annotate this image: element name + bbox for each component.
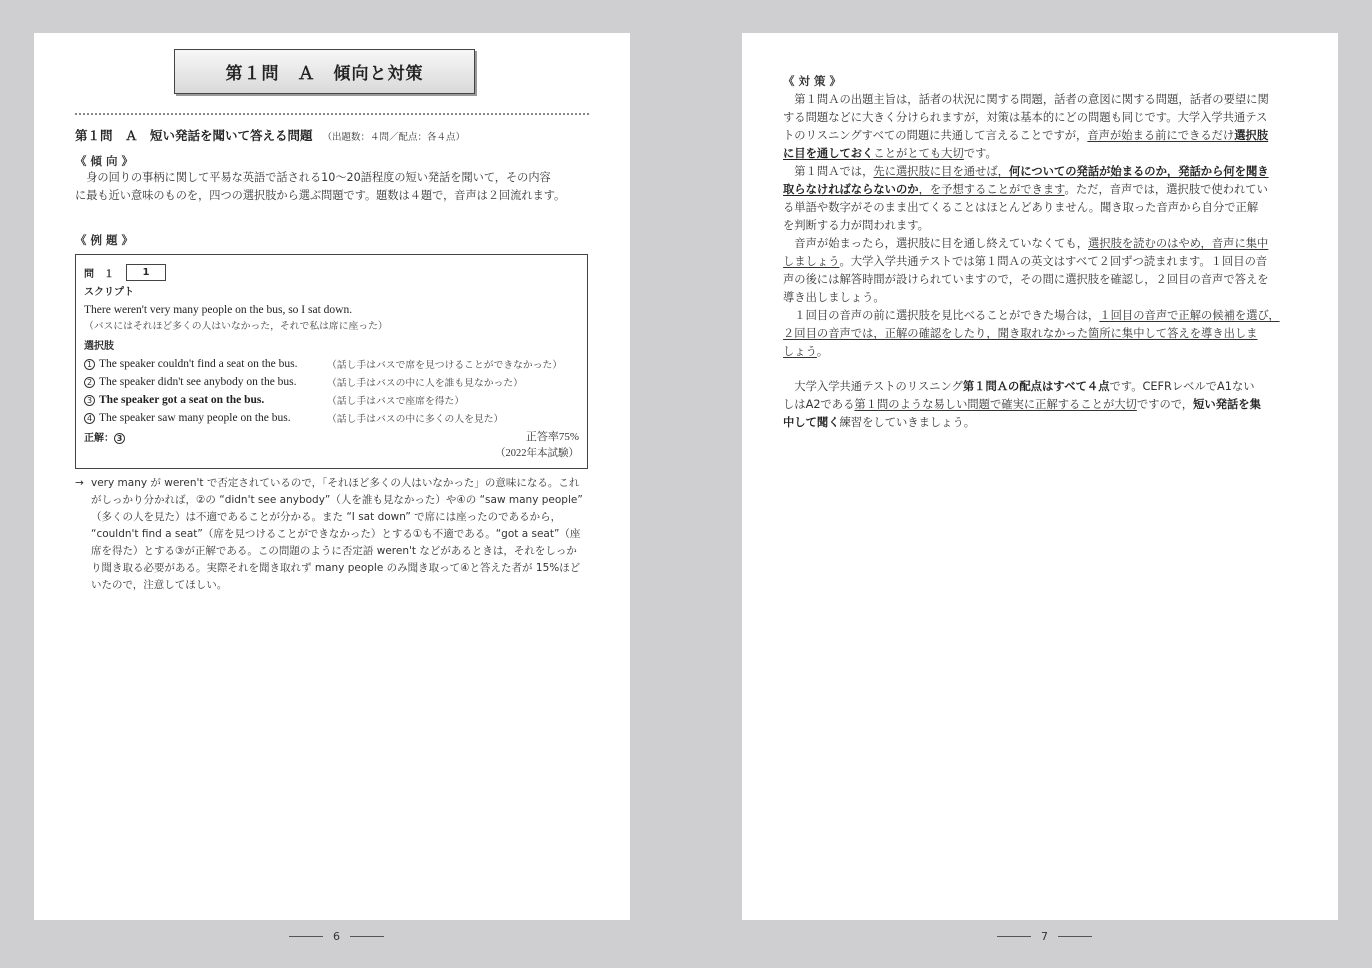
choice-japanese: （話し手はバスで座席を得た） bbox=[327, 396, 465, 407]
choice-japanese: （話し手はバスで席を見つけることができなかった） bbox=[327, 360, 563, 371]
text-run: トのリスニングすべての問題に共通して言えることですが， bbox=[783, 129, 1088, 142]
text-run: 。ただ，音声では，選択肢で使われてい bbox=[1064, 183, 1268, 196]
text-line: を判断する力が問われます。 bbox=[783, 219, 929, 232]
emphasis-text: 中して聞く bbox=[783, 416, 840, 429]
commentary-line: 席を得た）とする③が正解である。この問題のように否定語 weren't などがあるときは，それをしっか bbox=[91, 545, 577, 557]
text-line bbox=[783, 163, 1299, 181]
underlined-text: ２回目の音声では，正解の確認をしたり，聞き取れなかった箇所に集中して答えを導き出しま bbox=[783, 327, 1258, 340]
text-run: 。大学入学共通テストでは第１問Ａの英文はすべて２回ずつ読まれます。１回目の音 bbox=[839, 255, 1268, 268]
choice-number-icon: 2 bbox=[84, 377, 95, 388]
choice-japanese: （話し手はバスの中に人を誰も見なかった） bbox=[327, 378, 523, 389]
answer-number-icon: 3 bbox=[114, 433, 125, 444]
emphasis-text: 第１問Ａの配点はすべて４点 bbox=[962, 380, 1110, 393]
text-line bbox=[783, 325, 1299, 343]
choice-item bbox=[84, 355, 579, 373]
commentary-line: がしっかり分かれば，②の “didn't see anybody”（人を誰も見なかった）や④の “saw many people” bbox=[91, 494, 583, 506]
tendency-paragraph bbox=[75, 169, 591, 205]
choice-english: The speaker saw many people on the bus. bbox=[99, 412, 291, 424]
page-number-rule bbox=[1058, 936, 1092, 937]
section-heading-text: 第１問 Ａ 短い発話を聞いて答える問題 bbox=[75, 128, 313, 143]
section-meta: （出題数：４問／配点：各４点） bbox=[322, 132, 466, 143]
commentary-line: り聞き取る必要がある。実際それを聞き取れず many people のみ聞き取って④と答えた者が 15%ほど bbox=[91, 562, 581, 574]
left-page bbox=[34, 33, 630, 920]
commentary-lines bbox=[91, 475, 589, 594]
choice-item bbox=[84, 391, 579, 409]
measures-paragraph-2 bbox=[783, 163, 1299, 235]
text-line bbox=[783, 127, 1299, 145]
measures-paragraph-5 bbox=[783, 378, 1299, 432]
page-number-right bbox=[997, 930, 1092, 943]
measures-label: 《 対 策 》 bbox=[783, 74, 842, 88]
tendency-line: 身の回りの事柄に関して平易な英語で話される10～20語程度の短い発話を聞いて，その内容 bbox=[75, 171, 551, 184]
emphasis-text: 取らなければならないのか bbox=[783, 183, 919, 196]
text-run: 練習をしていきましょう。 bbox=[839, 416, 976, 429]
page-number-rule bbox=[997, 936, 1031, 937]
choice-japanese: （話し手はバスの中に多くの人を見た） bbox=[327, 414, 504, 425]
answer bbox=[84, 429, 129, 444]
section-heading bbox=[75, 126, 465, 144]
choice-item bbox=[84, 409, 579, 427]
measures-paragraph-4 bbox=[783, 307, 1299, 361]
correct-rate: 正答率75% bbox=[525, 431, 579, 443]
page-number-left bbox=[289, 930, 384, 943]
commentary-line: “couldn't find a seat”（席を見つけることができなかった）とする①も不適である。“got a seat”（座 bbox=[91, 528, 581, 540]
commentary-line: いたので，注意してほしい。 bbox=[91, 579, 228, 591]
underlined-text: 音声が始まる前にできるだけ bbox=[1087, 129, 1235, 142]
underlined-text: 選択肢を読むのはやめ，音声に集中 bbox=[1088, 237, 1269, 250]
text-run: 第１問Ａでは， bbox=[783, 165, 874, 178]
choice-number-icon: 1 bbox=[84, 359, 95, 370]
emphasis-text: 何についての発話が始まるのか，発話から何を聞き bbox=[1008, 165, 1269, 178]
commentary-line: very many が weren't で否定されているので，「それほど多くの人はいなかった」の意味になる。これ bbox=[91, 477, 580, 489]
right-page bbox=[742, 33, 1338, 920]
choice-item bbox=[84, 373, 579, 391]
arrow-icon: → bbox=[75, 477, 84, 489]
underlined-text: ，を予想することができます bbox=[918, 183, 1065, 196]
text-line bbox=[783, 253, 1299, 271]
answer-row bbox=[84, 427, 579, 445]
example-box bbox=[75, 254, 588, 469]
text-run: 大学入学共通テストのリスニング bbox=[783, 380, 963, 393]
emphasis-text: 選択肢 bbox=[1234, 129, 1269, 142]
underlined-text: しましょう bbox=[783, 255, 840, 268]
script-japanese: （バスにはそれほど多くの人はいなかった，それで私は席に座った） bbox=[84, 321, 388, 332]
text-line: 声の後には解答時間が設けられていますので，その間に選択肢を確認し，２回目の音声で答えを bbox=[783, 273, 1269, 286]
text-line: 第１問Ａの出題主旨は，話者の状況に関する問題，話者の意図に関する問題，話者の要望に関 bbox=[783, 93, 1269, 106]
script-label: スクリプト bbox=[84, 287, 134, 298]
page-number-text: 7 bbox=[1041, 930, 1048, 943]
commentary-line: （多くの人を見た）は不適であることが分かる。また “I sat down” で席には座ったのであるから， bbox=[91, 511, 562, 523]
text-line bbox=[783, 307, 1299, 325]
text-line bbox=[783, 235, 1299, 253]
script-english: There weren't very many people on the bus, so I sat down. bbox=[84, 304, 353, 316]
text-line bbox=[783, 396, 1299, 414]
question-label: 問 １ bbox=[84, 268, 114, 280]
emphasis-text: 短い発話を集 bbox=[1193, 398, 1261, 411]
measures-paragraph-1 bbox=[783, 91, 1299, 163]
choice-english-correct: The speaker got a seat on the bus. bbox=[99, 394, 265, 406]
commentary bbox=[75, 475, 589, 594]
exam-source: （2022年本試験） bbox=[495, 448, 579, 459]
underlined-text: １回目の音声で正解の候補を選び， bbox=[1099, 309, 1280, 322]
page-title: 第１問 Ａ 傾向と対策 bbox=[174, 49, 475, 94]
text-run: １回目の音声の前に選択肢を見比べることができた場合は， bbox=[783, 309, 1100, 322]
answer-number-box: 1 bbox=[126, 264, 166, 281]
answer-value-wrap bbox=[114, 433, 129, 444]
choice-number-icon: 3 bbox=[84, 395, 95, 406]
text-line: 導き出しましょう。 bbox=[783, 291, 885, 304]
underlined-text: しょう bbox=[783, 345, 817, 358]
text-line: る単語や数字がそのまま出てくることはほとんどありません。聞き取った音声から自分で正解 bbox=[783, 201, 1259, 214]
question-row bbox=[84, 263, 579, 281]
text-run: です。CEFRレベルでA1ない bbox=[1109, 380, 1255, 393]
page-number-rule bbox=[289, 936, 323, 937]
text-line bbox=[783, 181, 1299, 199]
page-number-rule bbox=[350, 936, 384, 937]
page-number-text: 6 bbox=[333, 930, 340, 943]
example-label: 《 例 題 》 bbox=[75, 233, 134, 247]
underlined-text: ことがとても大切 bbox=[873, 147, 964, 160]
text-run: 音声が始まったら，選択肢に目を通し終えていなくても， bbox=[783, 237, 1089, 250]
choice-english: The speaker didn't see anybody on the bus. bbox=[99, 376, 297, 388]
text-run: ですので， bbox=[1136, 398, 1194, 411]
text-run: しはA2である bbox=[783, 398, 855, 411]
tendency-line: に最も近い意味のものを，四つの選択肢から選ぶ問題です。題数は４題で，音声は２回流れます。 bbox=[75, 189, 566, 202]
text-line bbox=[783, 414, 1299, 432]
underlined-text: 先に選択肢に目を通せば， bbox=[873, 165, 1009, 178]
text-line bbox=[783, 378, 1299, 396]
dotted-divider bbox=[75, 113, 589, 115]
underlined-text: 第１問のような易しい問題で確実に正解することが大切 bbox=[854, 398, 1137, 411]
choice-number-icon: 4 bbox=[84, 413, 95, 424]
text-run: 。 bbox=[816, 345, 829, 358]
choice-english: The speaker couldn't find a seat on the bus. bbox=[99, 358, 298, 370]
emphasis-text: に目を通しておく bbox=[783, 147, 874, 160]
measures-paragraph-3 bbox=[783, 235, 1299, 307]
choices-label: 選択肢 bbox=[84, 341, 114, 352]
text-line: する問題などに大きく分けられますが，対策は基本的にどの問題も同じです。大学入学共通テス bbox=[783, 111, 1268, 124]
text-line bbox=[783, 145, 1299, 163]
tendency-label: 《 傾 向 》 bbox=[75, 154, 134, 168]
answer-label: 正解： bbox=[84, 432, 114, 444]
text-line bbox=[783, 343, 1299, 361]
text-run: です。 bbox=[963, 147, 997, 160]
